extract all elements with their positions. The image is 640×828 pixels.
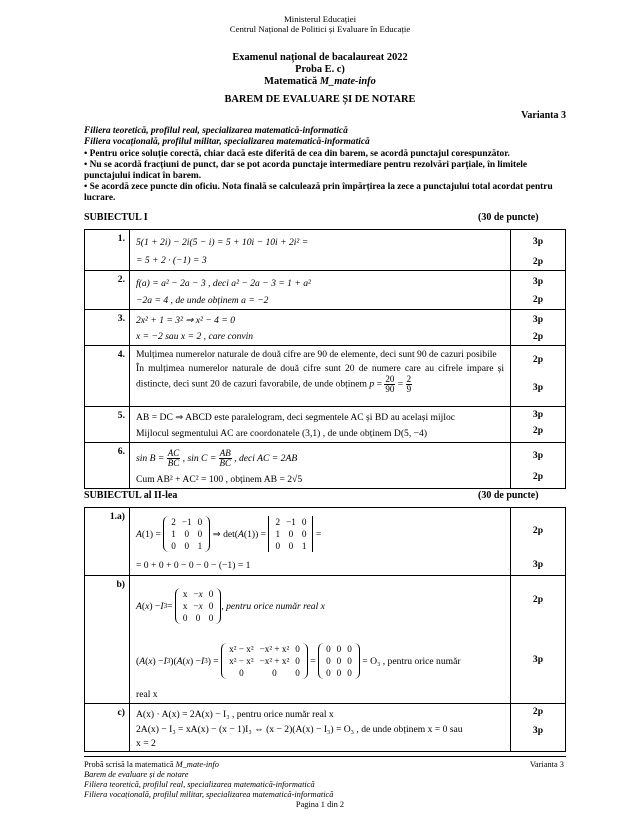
center-name: Centrul Național de Politici și Evaluare în Educație (229, 24, 411, 34)
fraction: $\frac{AB}{BC}$ (219, 448, 231, 469)
points-value: 3p (532, 409, 544, 420)
table-row (85, 310, 566, 346)
exam-title: Examenul național de bacalaureat 2022 (232, 52, 408, 63)
barem-title: BAREM DE EVALUARE ȘI DE NOTARE (224, 94, 416, 105)
points-value: 2p (532, 594, 544, 605)
footer-line-3: Filiera teoretică, profilul real, specializarea matematică-informatică (84, 780, 315, 789)
points-value: 2p (532, 354, 544, 365)
points-value: 2p (532, 706, 544, 717)
solution-line: = 5 + 2 · (−1) = 3 (136, 255, 207, 266)
rule-1: • Pentru orice soluție corectă, chiar dacă este diferită de cea din barem, se acordă punctajul corespunzător. (84, 149, 510, 159)
table-row: b) A ( x ) − I 3 = x −x 0 x −x 0 0 0 0 , pentru orice număr real x ( A ( x ) − I 3 )( A ( x ) − I 3 ) = x² − x² −x² + x² 0 x² − x² −x² + x² 0 0 0 0 = 0 0 0 0 0 0 0 0 0 = O₃ , pentru orice număr real x 2p 3p (85, 576, 566, 704)
matrix: x −x 0 x −x 0 0 0 0 (175, 588, 221, 624)
points-value: 3p (532, 314, 544, 325)
solution-line: 2A(x) − I₃ = xA(x) − (x − 1)I₃ ⇔ (x − 2)(A(x) − I₃) = O₃ , de unde obținem x = 0 sau (136, 724, 463, 735)
filiera-1: Filiera teoretică, profilul real, specializarea matematică-informatică (84, 126, 348, 136)
points-value: 3p (532, 276, 544, 287)
solution-line: Mulțimea numerelor naturale de două cifre are 90 de elemente, deci sunt 90 de cazuri posibile (136, 349, 497, 360)
solution-line: sin B = (136, 453, 165, 464)
solution-line: AB = DC ⇒ ABCD este paralelogram, deci segmentele AC și BD au același mijloc (136, 412, 456, 423)
solution-line: 5(1 + 2i) − 2i(5 − i) = 5 + 10i − 10i + 2i² = (136, 237, 309, 248)
footer-divider (84, 756, 566, 757)
solution-line: A(x) · A(x) = 2A(x) − I₃ , pentru orice număr real x (136, 709, 334, 720)
points-value: 3p (532, 725, 544, 736)
points-value: 3p (532, 382, 544, 393)
table-row: 1.a) A (1) = 2 −1 0 1 0 0 0 0 1 ⇒ det( A (1)) = 2 −1 0 1 0 0 0 0 1 = = 0 + 0 + 0 − 0 − 0 − (−1) = 1 2p 3p (85, 508, 566, 576)
item-number: b) (85, 576, 130, 704)
solution-line: = O₃ , pentru orice număr (362, 655, 461, 667)
solution-line: real x (136, 689, 158, 700)
table-row (85, 271, 566, 310)
points-value: 3p (532, 236, 544, 247)
ministry-name: Ministerul Educației (283, 14, 357, 24)
variant-label: Varianta 3 (521, 110, 566, 121)
footer-line-4: Filiera vocațională, profilul militar, specializarea matematică-informatică (84, 790, 334, 799)
points-value: 2p (532, 256, 544, 267)
fraction: $\frac{2}{9}$ (406, 374, 412, 394)
matrix: 0 0 0 0 0 0 0 0 0 (318, 643, 360, 679)
table-row (85, 230, 566, 271)
solution-line: x = 2 (136, 738, 156, 749)
solution-line: x = −2 sau x = 2 , care convin (136, 331, 254, 342)
table-row: 4. Mulțimea numerelor naturale de două cifre are 90 de elemente, deci sunt 90 de cazuri posibile În mulțimea numerelor naturale de două cifre sunt 20 de numere care au cifrele impare și distincte, deci sunt 20 de cazuri favorabile, de unde obținem p = $\frac{20}{90}$ = $\frac{2}{9}$ 2p 3p (85, 346, 566, 407)
subiect2-table (84, 507, 566, 752)
footer-line-1: Probă scrisă la matematică M_mate-info (84, 760, 219, 769)
solution-line: , deci AC = 2AB (234, 453, 298, 464)
points-value: 2p (532, 525, 544, 536)
fraction: $\frac{20}{90}$ (385, 374, 395, 394)
item-number: 3. (85, 310, 130, 346)
solution-line: f(a) = a² − 2a − 3 , deci a² − 2a − 3 = 1 + a² (136, 278, 311, 289)
item-number: 2. (85, 271, 130, 310)
item-number: 1.a) (85, 508, 130, 576)
subject-title: Matematică M_mate-info (264, 76, 376, 87)
table-row (85, 407, 566, 443)
solution-line: −2a = 4 , de unde obținem a = −2 (136, 295, 269, 306)
rule-2: • Nu se acordă fracțiuni de punct, dar se pot acorda punctaje intermediare pentru rezolvări parțiale, în limitele punctajului indicat în barem. (84, 160, 528, 181)
subiect2-title: SUBIECTUL al II-lea (84, 490, 178, 501)
solution-line: 2x² + 1 = 3² ⇒ x² − 4 = 0 (136, 315, 236, 326)
filiera-2: Filiera vocațională, profilul militar, specializarea matematică-informatică (84, 137, 370, 147)
table-row (85, 443, 566, 489)
proba-title: Proba E. c) (295, 64, 345, 75)
item-number: 5. (85, 407, 130, 443)
rule-3: • Se acordă zece puncte din oficiu. Nota finală se calculează prin împărțirea la zece a punctajului total acordat pentru lucrare. (84, 182, 553, 203)
points-value: 2p (532, 294, 544, 305)
solution-line: Cum AB² + AC² = 100 , obținem AB = 2√5 (136, 474, 303, 485)
points-value: 2p (532, 471, 544, 482)
determinant: 2 −1 0 1 0 0 0 0 1 (268, 516, 313, 552)
solution-line: , pentru orice număr real x (221, 600, 325, 612)
item-number: 4. (85, 346, 130, 407)
item-number: 6. (85, 443, 130, 489)
item-number: 1. (85, 230, 130, 271)
subiect1-title: SUBIECTUL I (84, 212, 148, 223)
solution-line: În mulțimea numerelor naturale de două cifre sunt 20 de numere care au cifrele impare și distincte, deci sunt 20 de cazuri favorabile, de unde obținem (136, 363, 504, 390)
solution-line: Mijlocul segmentului AC are coordonatele (3,1) , de unde obținem D(5, −4) (136, 428, 428, 439)
points-value: 3p (532, 559, 544, 570)
matrix: 2 −1 0 1 0 0 0 0 1 (163, 516, 210, 552)
points-value: 3p (532, 450, 544, 461)
solution-line: = 0 + 0 + 0 − 0 − 0 − (−1) = 1 (136, 560, 251, 571)
points-value: 3p (532, 654, 544, 665)
solution-line: , sin C = (182, 453, 217, 464)
table-row (85, 704, 566, 752)
fraction: $\frac{AC}{BC}$ (167, 448, 180, 469)
rules-list (84, 149, 564, 204)
points-value: 2p (532, 331, 544, 342)
item-number: c) (85, 704, 130, 752)
footer-line-2: Barem de evaluare și de notare (84, 770, 189, 779)
page-number: Pagina 1 din 2 (295, 800, 345, 809)
points-value: 2p (532, 425, 544, 436)
matrix: x² − x² −x² + x² 0 x² − x² −x² + x² 0 0 0 0 (221, 643, 308, 679)
subiect1-points: (30 de puncte) (478, 212, 539, 223)
subiect2-points: (30 de puncte) (478, 490, 539, 501)
subiect1-table (84, 229, 566, 489)
footer-variant: Varianta 3 (529, 760, 564, 769)
